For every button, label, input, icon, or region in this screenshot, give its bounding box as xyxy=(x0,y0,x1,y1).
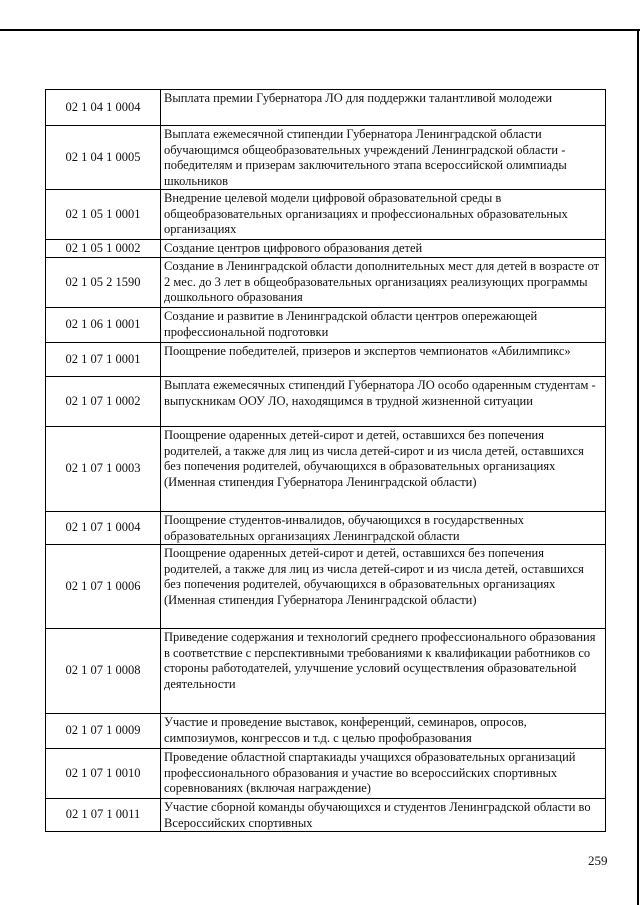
scan-border-top xyxy=(0,29,640,31)
description-cell: Создание и развитие в Ленинградской области центров опережающей профессиональной подготовки xyxy=(161,308,606,343)
description-cell: Внедрение целевой модели цифровой образовательной среды в общеобразовательных организациях и профессиональных образовательных организациях xyxy=(161,190,606,240)
code-cell: 02 1 07 1 0011 xyxy=(46,799,161,832)
code-cell: 02 1 07 1 0002 xyxy=(46,377,161,427)
table-row xyxy=(46,714,606,749)
code-cell: 02 1 05 1 0001 xyxy=(46,190,161,240)
code-cell: 02 1 04 1 0005 xyxy=(46,126,161,190)
code-cell: 02 1 07 1 0003 xyxy=(46,427,161,512)
code-cell: 02 1 07 1 0009 xyxy=(46,714,161,749)
description-cell: Проведение областной спартакиады учащихся образовательных организаций профессионального образования и участие во всероссийских спортивных соревнованиях (включая награждение) xyxy=(161,749,606,799)
code-cell: 02 1 06 1 0001 xyxy=(46,308,161,343)
description-cell: Участие и проведение выставок, конференций, семинаров, опросов, симпозиумов, конгрессов и т.д. с целью профобразования xyxy=(161,714,606,749)
description-cell: Поощрение одаренных детей-сирот и детей, оставшихся без попечения родителей, а также для лиц из числа детей-сирот и из числа детей, оставшихся без попечения родителей, обучающихся в образовательных организациях (Именная стипендия Губернатора Ленинградской области) xyxy=(161,427,606,512)
description-cell: Поощрение победителей, призеров и экспертов чемпионатов «Абилимпикс» xyxy=(161,343,606,377)
table-row xyxy=(46,799,606,832)
page-number: 259 xyxy=(588,853,608,868)
table-row xyxy=(46,343,606,377)
code-cell: 02 1 05 2 1590 xyxy=(46,258,161,308)
code-cell: 02 1 04 1 0004 xyxy=(46,90,161,126)
description-cell: Поощрение студентов-инвалидов, обучающихся в государственных образовательных организациях Ленинградской области xyxy=(161,512,606,545)
description-cell: Выплата ежемесячной стипендии Губернатора Ленинградской области обучающимся общеобразовательных учреждений Ленинградской области - победителям и призерам заключительного этапа всероссийской олимпиады школьников xyxy=(161,126,606,190)
table-row xyxy=(46,240,606,258)
budget-codes-table xyxy=(45,89,606,832)
table-row xyxy=(46,126,606,190)
description-cell: Участие сборной команды обучающихся и студентов Ленинградской области во Всероссийских спортивных xyxy=(161,799,606,832)
description-cell: Создание в Ленинградской области дополнительных мест для детей в возрасте от 2 мес. до 3 лет в общеобразовательных организациях реализующих программы дошкольного образования xyxy=(161,258,606,308)
code-cell: 02 1 07 1 0001 xyxy=(46,343,161,377)
table-row xyxy=(46,258,606,308)
table-row xyxy=(46,427,606,512)
table-row xyxy=(46,749,606,799)
code-cell: 02 1 07 1 0006 xyxy=(46,545,161,629)
table-row xyxy=(46,629,606,714)
code-cell: 02 1 07 1 0004 xyxy=(46,512,161,545)
table-row xyxy=(46,190,606,240)
description-cell: Поощрение одаренных детей-сирот и детей, оставшихся без попечения родителей, а также для лиц из числа детей-сирот и из числа детей, оставшихся без попечения родителей, обучающихся в образовательных организациях (Именная стипендия Губернатора Ленинградской области) xyxy=(161,545,606,629)
code-cell: 02 1 05 1 0002 xyxy=(46,240,161,258)
scan-border-right xyxy=(637,29,639,905)
table-row xyxy=(46,308,606,343)
code-cell: 02 1 07 1 0010 xyxy=(46,749,161,799)
table-row xyxy=(46,512,606,545)
description-cell: Приведение содержания и технологий среднего профессионального образования в соответствие с перспективными требованиями к квалификации работников со стороны работодателей, улучшение условий осуществления образовательной деятельности xyxy=(161,629,606,714)
description-cell: Выплата ежемесячных стипендий Губернатора ЛО особо одаренным студентам - выпускникам ООУ ЛО, находящимся в трудной жизненной ситуации xyxy=(161,377,606,427)
table-row xyxy=(46,377,606,427)
table-row xyxy=(46,545,606,629)
description-cell: Выплата премии Губернатора ЛО для поддержки талантливой молодежи xyxy=(161,90,606,126)
code-cell: 02 1 07 1 0008 xyxy=(46,629,161,714)
description-cell: Создание центров цифрового образования детей xyxy=(161,240,606,258)
table-row xyxy=(46,90,606,126)
